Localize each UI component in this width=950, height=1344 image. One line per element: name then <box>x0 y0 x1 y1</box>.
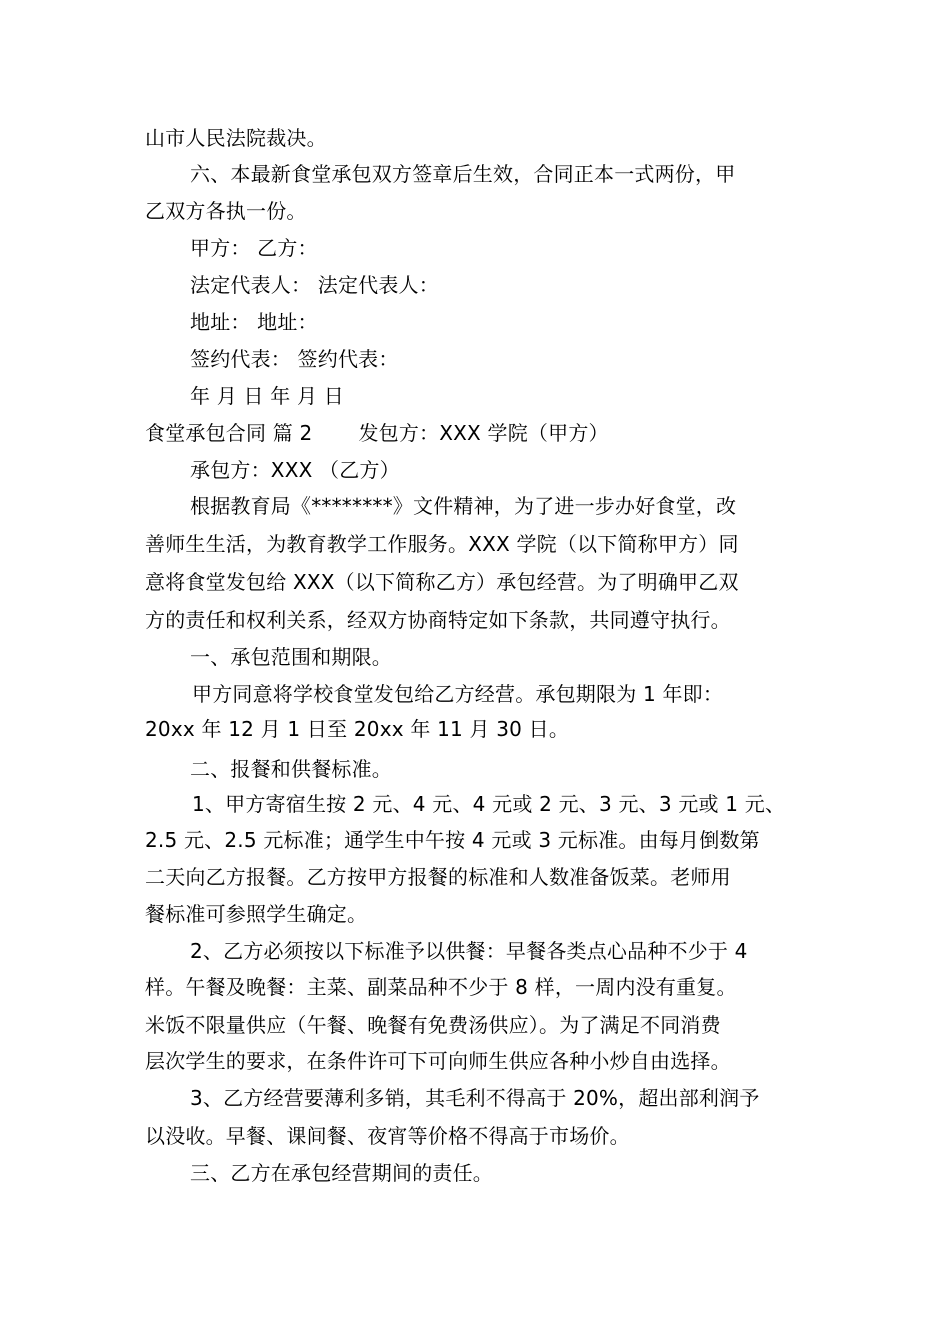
contractor-party: 发包方：XXX 学院（甲方） <box>358 421 609 445</box>
text-line: 三、乙方在承包经营期间的责任。 <box>190 1161 493 1185</box>
text-line: 承包方：XXX （乙方） <box>190 458 400 482</box>
text-line: 法定代表人： 法定代表人： <box>190 273 439 297</box>
text-line: 一、承包范围和期限。 <box>190 645 392 669</box>
text-line: 地址： 地址： <box>190 310 318 334</box>
section-title: 食堂承包合同 篇 2 <box>145 421 313 445</box>
text-line: 二、报餐和供餐标准。 <box>190 757 392 781</box>
text-line: 甲方： 乙方： <box>190 236 318 260</box>
text-line: 2、乙方必须按以下标准予以供餐：早餐各类点心品种不少于 4 <box>190 939 748 963</box>
text-line: 以没收。早餐、课间餐、夜宵等价格不得高于市场价。 <box>145 1124 630 1148</box>
text-line: 根据教育局《********》文件精神，为了进一步办好食堂，改 <box>190 494 737 518</box>
text-line: 六、本最新食堂承包双方签章后生效，合同正本一式两份，甲 <box>190 162 736 186</box>
text-line: 20xx 年 12 月 1 日至 20xx 年 11 月 30 日。 <box>145 717 570 741</box>
text-line: 餐标准可参照学生确定。 <box>145 902 368 926</box>
text-line: 1、甲方寄宿生按 2 元、4 元、4 元或 2 元、3 元、3 元或 1 元、 <box>192 792 786 816</box>
text-line: 善师生生活，为教育教学工作服务。XXX 学院（以下简称甲方）同 <box>145 532 739 556</box>
text-line: 米饭不限量供应（午餐、晚餐有免费汤供应）。为了满足不同消费 <box>145 1013 721 1037</box>
section-heading-line <box>145 419 609 447</box>
text-line: 样。午餐及晚餐：主菜、副菜品种不少于 8 样，一周内没有重复。 <box>145 975 737 999</box>
text-line: 甲方同意将学校食堂发包给乙方经营。承包期限为 1 年即： <box>192 682 724 706</box>
text-line: 年 月 日 年 月 日 <box>190 384 344 408</box>
text-line: 山市人民法院裁决。 <box>145 126 327 150</box>
text-line: 二天向乙方报餐。乙方按甲方报餐的标准和人数准备饭菜。老师用 <box>145 865 731 889</box>
text-line: 2.5 元、2.5 元标准；通学生中午按 4 元或 3 元标准。由每月倒数第 <box>145 828 760 852</box>
text-line: 乙双方各执一份。 <box>145 199 307 223</box>
text-line: 层次学生的要求，在条件许可下可向师生供应各种小炒自由选择。 <box>145 1049 731 1073</box>
text-line: 签约代表： 签约代表： <box>190 347 399 371</box>
text-line: 3、乙方经营要薄利多销，其毛利不得高于 20%，超出部利润予 <box>190 1086 760 1110</box>
text-line: 意将食堂发包给 XXX（以下简称乙方）承包经营。为了明确甲乙双 <box>145 570 739 594</box>
text-line: 方的责任和权利关系，经双方协商特定如下条款，共同遵守执行。 <box>145 608 731 632</box>
